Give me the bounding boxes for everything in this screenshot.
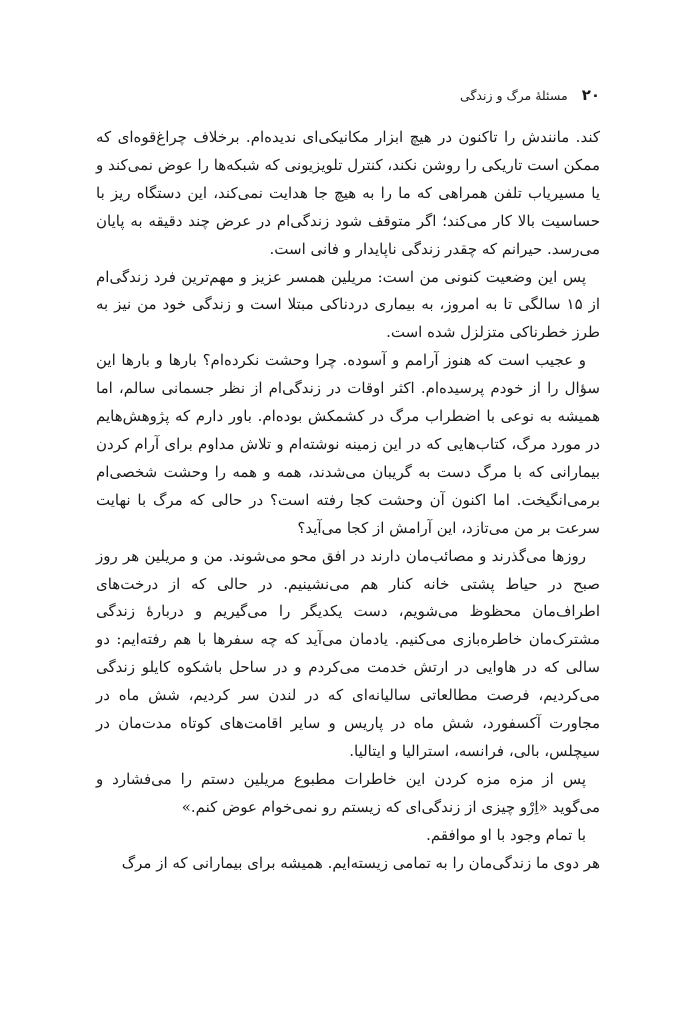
body-text <box>96 124 600 877</box>
paragraph-1: کند. مانندش را تاکنون در هیچ ابزار مکانیکی‌ای ندیده‌ام. برخلاف چراغ‌قوه‌ای که ممکن است تاریکی را روشن نکند، کنترل تلویزیونی که شبکه‌ها را عوض نمی‌کند و یا مسیریاب تلفن همراهی که ما را به هیچ جا هدایت نمی‌کند، این دستگاه ریز با حساسیت بالا کار می‌کند؛ اگر متوقف شود زندگی‌ام در عرض چند دقیقه به پایان می‌رسد. حیرانم که چقدر زندگی ناپایدار و فانی است. <box>96 128 600 258</box>
paragraph-3: و عجیب است که هنوز آرامم و آسوده. چرا وحشت نکرده‌ام؟ بارها و بارها این سؤال را از خودم پرسیده‌ام. اکثر اوقات در زندگی‌ام از نظر جسمانی سالم، اما همیشه به نوعی با اضطراب مرگ در کشمکش بوده‌ام. باور دارم که پژوهش‌هایم در مورد مرگ، کتاب‌هایی که در این زمینه نوشته‌ام و تلاش مداوم برای آرام کردن بیمارانی که با مرگ دست به گریبان می‌شدند، همه و همه را وحشت شخصی‌ام برمی‌انگیخت. اما اکنون آن وحشت کجا رفته است؟ در حالی که مرگ با نهایت سرعت بر من می‌تازد، این آرامش از کجا می‌آید؟ <box>96 351 600 537</box>
paragraph-2: پس این وضعیت کنونی من است: مریلین همسر عزیز و مهم‌ترین فرد زندگی‌ام از ۱۵ سالگی تا به امروز، به بیماری دردناکی مبتلا است و زندگی خود من نیز به طرز خطرناکی متزلزل شده است. <box>96 267 600 342</box>
paragraph-6: با تمام وجود با او موافقم. <box>426 825 586 844</box>
paragraph-7: هر دوی ما زندگی‌مان را به تمامی زیسته‌ایم. همیشه برای بیمارانی که از مرگ <box>121 853 600 872</box>
running-title: مسئلهٔ مرگ و زندگی <box>460 88 568 103</box>
page-number: ۲۰ <box>581 86 600 104</box>
page-header <box>96 86 600 114</box>
paragraph-5: پس از مزه مزه کردن این خاطرات مطبوع مریلین دستم را می‌فشارد و می‌گوید «اِرْو چیزی از زندگی‌ای که زیستم رو نمی‌خوام عوض کنم.» <box>96 769 600 816</box>
paragraph-4: روزها می‌گذرند و مصائب‌مان دارند در افق محو می‌شوند. من و مریلین هر روز صبح در حیاط پشتی خانه کنار هم می‌نشینیم. در حالی که از درخت‌های اطراف‌مان محظوظ می‌شویم، دست یکدیگر را می‌گیریم و دربارهٔ زندگی مشترک‌مان خاطره‌بازی می‌کنیم. یادمان می‌آید که چه سفرها با هم رفته‌ایم: دو سالی که در هاوایی در ارتش خدمت می‌کردم و در ساحل باشکوه کایلو زندگی می‌کردیم، فرصت مطالعاتی سالیانه‌ای که در لندن سر کردیم، شش ماه در مجاورت آکسفورد، شش ماه در پاریس و سایر اقامت‌های کوتاه مدت‌مان در سیچلس، بالی، فرانسه، استرالیا و ایتالیا. <box>96 546 600 760</box>
